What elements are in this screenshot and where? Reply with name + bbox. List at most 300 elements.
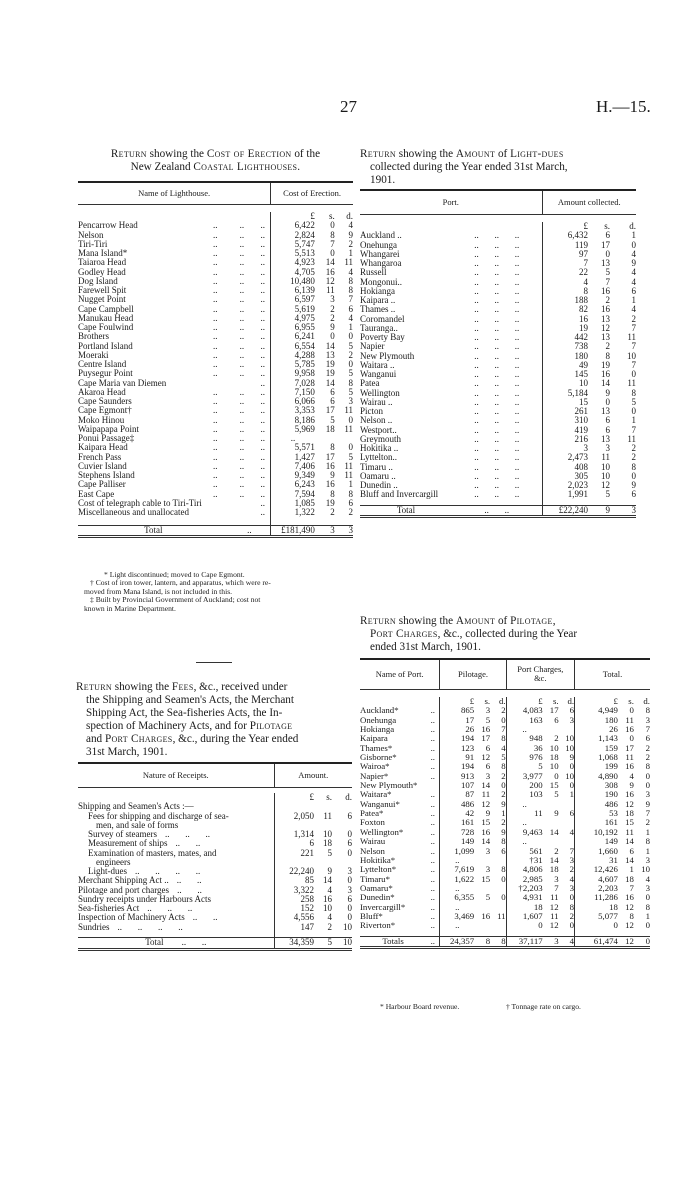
port-name: Oamaru* bbox=[360, 882, 393, 893]
pilotage-pence: 0 bbox=[501, 780, 506, 791]
col-name-of-port: Name of Port. bbox=[360, 659, 440, 689]
amount-pounds: 305 bbox=[542, 472, 588, 481]
leader-dots: .. bbox=[260, 470, 265, 480]
unit-label: £ bbox=[542, 222, 588, 231]
amount-shillings: 13 bbox=[601, 332, 610, 342]
fees-table bbox=[78, 762, 352, 951]
lighthouse-name: Pencarrow Head bbox=[78, 220, 138, 231]
amount-shillings: 12 bbox=[601, 480, 610, 490]
amount-shillings: 16 bbox=[601, 369, 610, 379]
receipt-row bbox=[78, 923, 352, 932]
port-name: Nelson bbox=[360, 845, 385, 856]
amount-pounds: 4,556 bbox=[274, 913, 314, 922]
total-pounds: 1,143 bbox=[575, 734, 618, 743]
cost-shillings: 9 bbox=[330, 470, 335, 480]
amount-pence: 6 bbox=[347, 893, 352, 904]
amount-pence: 2 bbox=[631, 452, 636, 463]
leader-dots: .. .. .. bbox=[474, 248, 520, 259]
leader-dots: .. bbox=[260, 488, 265, 499]
port-name: Onehunga bbox=[360, 239, 397, 250]
leader-dots: .. bbox=[239, 312, 245, 323]
total-label: Total bbox=[78, 525, 229, 536]
amount-pounds: 119 bbox=[542, 241, 588, 250]
leader-dots: .. .. .. .. bbox=[135, 866, 201, 876]
total-shillings: 7 bbox=[629, 882, 634, 893]
lighthouse-name: Nugget Point bbox=[78, 294, 126, 305]
charges-shillings: 3 bbox=[543, 937, 559, 948]
total-pounds: 26 bbox=[575, 725, 618, 734]
total-pounds: 159 bbox=[575, 744, 618, 753]
leader-dots: .. .. .. bbox=[474, 387, 520, 398]
leader-dots: .. .. .. bbox=[474, 480, 520, 490]
cost-shillings: 2 bbox=[330, 303, 335, 314]
totals-label: Totals bbox=[360, 937, 426, 948]
pilotage-pounds: 17 bbox=[440, 716, 474, 725]
cost-pounds: 6,554 bbox=[271, 342, 315, 351]
charges-pounds: .. bbox=[506, 818, 543, 827]
cost-shillings: 16 bbox=[325, 479, 335, 490]
cost-pence: 3 bbox=[348, 396, 353, 406]
pilotage-pence bbox=[490, 921, 506, 930]
charges-pence: 0 bbox=[569, 761, 575, 772]
total-pence: 0 bbox=[645, 770, 650, 781]
pilotage-shillings: 14 bbox=[481, 780, 491, 791]
leader-dots: .. bbox=[260, 220, 265, 231]
charges-pence: 3 bbox=[569, 882, 575, 893]
cost-pence: 0 bbox=[348, 331, 353, 342]
leader-dots: .. bbox=[213, 303, 218, 314]
port-name: Foxton bbox=[360, 817, 385, 828]
receipt-label: engineers bbox=[96, 856, 131, 867]
leader-dots: .. bbox=[213, 331, 218, 342]
cost-pounds: 5,513 bbox=[271, 249, 315, 258]
amount-pounds: 4 bbox=[542, 278, 588, 287]
leader-dots: .. bbox=[260, 442, 265, 453]
leader-dots: .. bbox=[213, 433, 218, 443]
leader-dots bbox=[202, 499, 229, 508]
total-pence: 1 bbox=[645, 826, 650, 837]
charges-pence: 6 bbox=[569, 808, 575, 819]
cost-pounds: 4,288 bbox=[271, 351, 315, 360]
unit-label: s. bbox=[552, 696, 559, 706]
cost-pounds: 7,406 bbox=[271, 462, 315, 471]
fees-title: Return showing the Fees, &c., received under the Shipping and Seamen's Acts, the Merchant Shipping Act, the Sea-fisheries Acts, the In- spection of Machinery Acts, and for Pilotage and Port Charges, &c., during the Year ended 31st March, 1901. bbox=[76, 681, 299, 758]
total-pounds: 0 bbox=[575, 921, 618, 930]
leader-dots: .. bbox=[213, 229, 218, 240]
total-shillings: 9 bbox=[588, 506, 610, 517]
amount-shillings: 10 bbox=[601, 461, 610, 472]
leader-dots: .. .. .. bbox=[474, 443, 520, 453]
receipt-label: Measurement of ships bbox=[88, 838, 168, 849]
lighthouse-name: Manukau Head bbox=[78, 312, 134, 323]
cost-pounds: 6,139 bbox=[271, 286, 315, 295]
port-name: Poverty Bay bbox=[360, 332, 405, 342]
cost-pence: 11 bbox=[344, 460, 353, 471]
pilotage-shillings: 16 bbox=[481, 826, 491, 837]
total-shillings: 14 bbox=[625, 854, 634, 865]
total-label: Total bbox=[360, 506, 452, 517]
port-name: Invercargill* bbox=[360, 901, 406, 912]
cost-pence: 9 bbox=[348, 229, 353, 240]
cost-shillings: 17 bbox=[325, 451, 335, 462]
pilotage-pounds: 7,619 bbox=[440, 865, 474, 874]
pilotage-pounds: 194 bbox=[440, 734, 474, 743]
lighthouse-name: French Pass bbox=[78, 451, 122, 462]
pilotage-shillings: 16 bbox=[481, 724, 491, 735]
leader-dots: .. bbox=[239, 359, 245, 369]
amount-pence: 3 bbox=[347, 884, 352, 895]
total-pounds: 53 bbox=[575, 809, 618, 818]
leader-dots: .. bbox=[213, 460, 218, 471]
amount-pence: 7 bbox=[631, 424, 636, 435]
leader-dots: .. bbox=[213, 266, 218, 277]
charges-pounds: 163 bbox=[506, 716, 543, 725]
total-pence: 3 bbox=[645, 789, 650, 800]
amount-pounds: 310 bbox=[542, 416, 588, 425]
lighthouse-name: Tiri-Tiri bbox=[78, 238, 108, 249]
lightdues-title: Return showing the Amount of Light-dues collected during the Year ended 31st March, 1901. bbox=[360, 148, 568, 186]
amount-shillings: 5 bbox=[327, 847, 332, 858]
amount-pence: 0 bbox=[631, 470, 636, 481]
total-pounds: 1,068 bbox=[575, 753, 618, 762]
amount-pounds: 180 bbox=[542, 352, 588, 361]
amount-pence: 7 bbox=[631, 322, 636, 333]
leader-dots: .. bbox=[239, 248, 245, 258]
fees-body bbox=[78, 787, 352, 949]
cost-pounds: 1,085 bbox=[271, 499, 315, 508]
unit-label: s. bbox=[484, 696, 491, 706]
amount-pounds: 258 bbox=[274, 895, 314, 904]
leader-dots: .. bbox=[239, 294, 245, 305]
pilotage-shillings: 15 bbox=[481, 817, 491, 828]
receipt-label: Sea-fisheries Act bbox=[78, 903, 140, 913]
leader-dots: .. .. .. bbox=[474, 276, 520, 287]
pilotage-pence: 4 bbox=[501, 742, 506, 753]
leader-dots: .. bbox=[260, 368, 265, 379]
port-name: Patea* bbox=[360, 808, 384, 819]
amount-pence: 11 bbox=[627, 433, 636, 444]
charges-shillings: 0 bbox=[554, 770, 559, 781]
pilotage-pounds: 728 bbox=[440, 828, 474, 837]
leader-dots: .. bbox=[239, 414, 245, 425]
amount-pounds: 16 bbox=[542, 315, 588, 324]
pilotage-shillings: 3 bbox=[485, 705, 491, 716]
amount-pence: 6 bbox=[347, 810, 352, 821]
charges-shillings: 14 bbox=[549, 826, 559, 837]
pilotage-pence: 8 bbox=[501, 761, 506, 772]
total-pounds: 34,359 bbox=[274, 938, 314, 949]
total-shillings: 16 bbox=[625, 761, 634, 772]
charges-pence: 0 bbox=[569, 892, 575, 903]
total-pence: 8 bbox=[645, 836, 650, 847]
cost-pounds: 4,705 bbox=[271, 268, 315, 277]
pilotage-pounds: 42 bbox=[440, 809, 474, 818]
total-pounds: 190 bbox=[575, 790, 618, 799]
amount-shillings: 9 bbox=[327, 866, 332, 876]
total-pence: 2 bbox=[645, 742, 650, 753]
cost-pounds: 6,241 bbox=[271, 332, 315, 341]
amount-shillings: 4 bbox=[327, 912, 332, 923]
lighthouse-name: Miscellaneous and unallocated bbox=[78, 507, 189, 517]
cost-shillings: 3 bbox=[330, 294, 335, 305]
leader-dots: .. bbox=[260, 386, 265, 397]
charges-pounds: †2,203 bbox=[506, 884, 543, 893]
total-pence: 9 bbox=[645, 798, 650, 809]
amount-pence: 7 bbox=[631, 359, 636, 370]
charges-pounds: 4,806 bbox=[506, 865, 543, 874]
amount-pence: 8 bbox=[631, 387, 636, 398]
total-pence: 8 bbox=[645, 761, 650, 772]
amount-pounds: 145 bbox=[542, 370, 588, 379]
lighthouses-notes: * Light discontinued; moved to Cape Egmont. † Cost of iron tower, lantern, and apparatus, which were re- moved from Mana Island, is not included in this. ‡ Built by Provincial Government of Auckland; cost not known in Marine Department. bbox=[84, 570, 271, 613]
charges-pounds: 0 bbox=[506, 921, 543, 930]
lighthouses-table-wrap bbox=[78, 181, 353, 538]
lighthouse-name: East Cape bbox=[78, 488, 115, 499]
pilotage-pence: 1 bbox=[501, 808, 506, 819]
total-pence: 0 bbox=[645, 920, 650, 931]
pilotage-pounds: 24,357 bbox=[440, 937, 474, 948]
total-shillings: 11 bbox=[625, 826, 634, 837]
amount-pounds: 261 bbox=[542, 407, 588, 416]
leader-dots: .. bbox=[213, 312, 218, 323]
leader-dots: .. bbox=[260, 322, 265, 332]
total-pounds: 180 bbox=[575, 716, 618, 725]
pilotage-pounds: 26 bbox=[440, 725, 474, 734]
leader-dots: .. bbox=[260, 423, 265, 434]
cost-pounds: 10,480 bbox=[271, 277, 315, 286]
leader-dots: .. bbox=[213, 405, 218, 416]
amount-pounds: 221 bbox=[274, 849, 314, 858]
total-pence: 0 bbox=[645, 892, 650, 903]
amount-pounds: 188 bbox=[542, 296, 588, 305]
leader-dots: .. bbox=[213, 238, 218, 249]
cost-pounds: 6,243 bbox=[271, 480, 315, 489]
total-pence: 10 bbox=[641, 864, 650, 875]
total-shillings: 5 bbox=[314, 938, 332, 949]
pilotage-pounds: 194 bbox=[440, 762, 474, 771]
port-name: New Plymouth* bbox=[360, 780, 418, 791]
cost-pence: 8 bbox=[348, 285, 353, 295]
charges-shillings: 17 bbox=[549, 705, 559, 716]
amount-pence: 2 bbox=[631, 313, 636, 324]
port-name: Auckland .. bbox=[360, 230, 402, 241]
pilotage-pence: 8 bbox=[490, 937, 506, 948]
leader-dots: .. .. .. bbox=[474, 415, 520, 426]
total-pence: 7 bbox=[645, 808, 650, 819]
leader-dots: .. bbox=[260, 396, 265, 406]
leader-dots: .. .. .. bbox=[474, 452, 520, 463]
col-port: Port. bbox=[360, 190, 542, 214]
leader-dots: .. bbox=[239, 238, 245, 249]
leader-dots: .. bbox=[213, 248, 218, 258]
leader-dots: .. .. .. bbox=[474, 258, 520, 268]
cost-pounds: 5,785 bbox=[271, 360, 315, 369]
col-amount: Amount. bbox=[274, 763, 352, 787]
cost-shillings: 5 bbox=[330, 414, 335, 425]
pilotage-shillings: 14 bbox=[481, 836, 491, 847]
total-shillings: 0 bbox=[629, 733, 634, 744]
amount-pounds: 22 bbox=[542, 268, 588, 277]
cost-shillings: 8 bbox=[330, 442, 335, 453]
lighthouse-name: Brothers bbox=[78, 331, 109, 342]
amount-pence: 4 bbox=[631, 267, 636, 278]
port-name: Timaru* bbox=[360, 873, 390, 884]
leader-dots: .. bbox=[260, 331, 265, 342]
port-name: Auckland* bbox=[360, 705, 399, 716]
amount-shillings: 13 bbox=[601, 258, 610, 268]
lighthouse-name: Nelson bbox=[78, 229, 104, 240]
amount-pounds: 408 bbox=[542, 463, 588, 472]
cost-shillings: 13 bbox=[325, 349, 335, 360]
leader-dots: .. bbox=[430, 836, 436, 847]
lightdues-table bbox=[360, 189, 636, 518]
total-pence: 4 bbox=[645, 873, 650, 884]
amount-pounds: 7 bbox=[542, 259, 588, 268]
leader-dots: .. bbox=[260, 507, 265, 517]
charges-shillings: 7 bbox=[554, 882, 559, 893]
cost-shillings: 14 bbox=[325, 340, 335, 351]
leader-dots: .. bbox=[239, 285, 245, 295]
pilotage-pence: 2 bbox=[501, 817, 506, 828]
leader-dots: .. bbox=[213, 285, 218, 295]
amount-pence: 7 bbox=[631, 341, 636, 352]
pilotage-pence: 8 bbox=[501, 836, 506, 847]
charges-pounds: 1,607 bbox=[506, 912, 543, 921]
leader-dots: .. bbox=[239, 488, 245, 499]
lighthouse-name: Dog Island bbox=[78, 275, 118, 286]
amount-pence: 0 bbox=[631, 239, 636, 250]
receipt-nature bbox=[78, 923, 274, 932]
amount-shillings: 2 bbox=[605, 341, 610, 352]
leader-dots: .. bbox=[213, 470, 218, 480]
amount-pounds: 738 bbox=[542, 342, 588, 351]
cost-pounds: 5,747 bbox=[271, 240, 315, 249]
cost-shillings: 2 bbox=[330, 312, 335, 323]
leader-dots: .. bbox=[213, 322, 218, 332]
cost-pence: 0 bbox=[348, 359, 353, 369]
charges-shillings: 2 bbox=[554, 845, 559, 856]
pilotage-pounds: 91 bbox=[440, 753, 474, 762]
cost-shillings: 16 bbox=[325, 266, 335, 277]
cost-pence: 6 bbox=[348, 497, 353, 508]
charges-pence: 3 bbox=[569, 714, 575, 725]
amount-pence: 2 bbox=[631, 443, 636, 453]
pilotage-pence: 9 bbox=[501, 798, 506, 809]
leader-dots: .. bbox=[213, 488, 218, 499]
leader-dots: .. bbox=[430, 817, 436, 828]
unit-label: s. bbox=[328, 211, 335, 221]
total-pence: 1 bbox=[645, 845, 650, 856]
cost-pence: 8 bbox=[348, 488, 353, 499]
port-name: Kaipara .. bbox=[360, 295, 396, 305]
amount-pounds: 85 bbox=[274, 876, 314, 885]
pilotage-shillings: 12 bbox=[481, 752, 491, 763]
leader-dots: .. bbox=[430, 733, 436, 744]
leader-dots: .. .. .. bbox=[474, 424, 520, 435]
port-name: Hokianga bbox=[360, 285, 395, 296]
amount-pounds: 5,184 bbox=[542, 389, 588, 398]
leader-dots: .. bbox=[239, 386, 245, 397]
pilotage-pence: 0 bbox=[501, 714, 506, 725]
col-nature-of-receipts: Nature of Receipts. bbox=[78, 763, 274, 787]
lighthouse-name: Mana Island* bbox=[78, 248, 128, 258]
charges-pounds: .. bbox=[506, 837, 543, 846]
leader-dots: .. bbox=[430, 892, 436, 903]
receipt-label: Sundries bbox=[78, 921, 110, 932]
charges-shillings: 15 bbox=[549, 780, 559, 791]
leader-dots: .. .. .. bbox=[474, 378, 520, 389]
leader-dots bbox=[202, 508, 229, 517]
receipt-label: Pilotage and port charges bbox=[78, 884, 170, 895]
leader-dots: .. .. .. bbox=[474, 230, 520, 241]
port-name: Whangarei bbox=[360, 248, 400, 259]
port-name: Greymouth bbox=[360, 433, 401, 444]
amount-pounds: 419 bbox=[542, 426, 588, 435]
amount-pounds: 97 bbox=[542, 250, 588, 259]
leader-dots: .. bbox=[239, 340, 245, 351]
total-pounds: 308 bbox=[575, 781, 618, 790]
cost-pence: 11 bbox=[344, 423, 353, 434]
port-name: Dunedin* bbox=[360, 892, 395, 903]
total-shillings: 16 bbox=[625, 892, 634, 903]
lighthouse-name: Centre Island bbox=[78, 359, 127, 369]
lighthouse-name: Cape Palliser bbox=[78, 479, 126, 490]
cost-shillings: 0 bbox=[330, 220, 335, 231]
leader-dots: .. bbox=[213, 423, 218, 434]
pilotage-shillings: 12 bbox=[481, 798, 491, 809]
amount-shillings: 10 bbox=[323, 903, 332, 913]
amount-shillings: 6 bbox=[605, 230, 610, 241]
charges-shillings: 14 bbox=[549, 854, 559, 865]
leader-dots: .. .. .. bbox=[474, 359, 520, 370]
lighthouses-title: Return showing the Cost of Erection of the New Zealand Coastal Lighthouses. bbox=[110, 148, 321, 173]
cost-pence: 4 bbox=[348, 312, 353, 323]
port-name: Wellington bbox=[360, 387, 400, 398]
pilotage-pounds: .. bbox=[440, 884, 474, 893]
leader-dots: .. bbox=[213, 396, 218, 406]
cost-pence: 1 bbox=[348, 248, 353, 258]
total-pence: 0 bbox=[634, 937, 650, 948]
leader-dots: .. bbox=[239, 331, 245, 342]
lighthouse-name: Cost of telegraph cable to Tiri-Tiri bbox=[78, 497, 202, 508]
pilotage-shillings: 6 bbox=[485, 761, 491, 772]
pilotage-pounds: 6,355 bbox=[440, 893, 474, 902]
port-name: Riverton* bbox=[360, 920, 396, 931]
unit-label: d. bbox=[629, 221, 636, 231]
cost-pounds: 7,028 bbox=[271, 379, 315, 388]
total-shillings: 12 bbox=[625, 798, 634, 809]
total-pounds: 199 bbox=[575, 762, 618, 771]
total-pounds: 4,890 bbox=[575, 772, 618, 781]
leader-dots: .. bbox=[213, 359, 218, 369]
leader-dots: .. bbox=[430, 808, 436, 819]
amount-pounds: 442 bbox=[542, 333, 588, 342]
charges-shillings: 3 bbox=[554, 873, 559, 884]
port-name: Nelson .. bbox=[360, 415, 393, 426]
cost-pence: 8 bbox=[348, 377, 353, 388]
cost-pounds: 6,597 bbox=[271, 295, 315, 304]
leader-dots: .. .. .. bbox=[474, 295, 520, 305]
cost-pence: 5 bbox=[348, 368, 353, 379]
total-pence: 6 bbox=[645, 733, 650, 744]
cost-pounds: 1,322 bbox=[271, 508, 315, 517]
pilotage-row bbox=[360, 921, 650, 930]
amount-shillings: 16 bbox=[601, 285, 610, 296]
pilotage-pounds: .. bbox=[440, 903, 474, 912]
leader-dots: .. bbox=[213, 275, 218, 286]
port-name: Napier* bbox=[360, 770, 389, 781]
charges-shillings: 11 bbox=[550, 892, 559, 903]
